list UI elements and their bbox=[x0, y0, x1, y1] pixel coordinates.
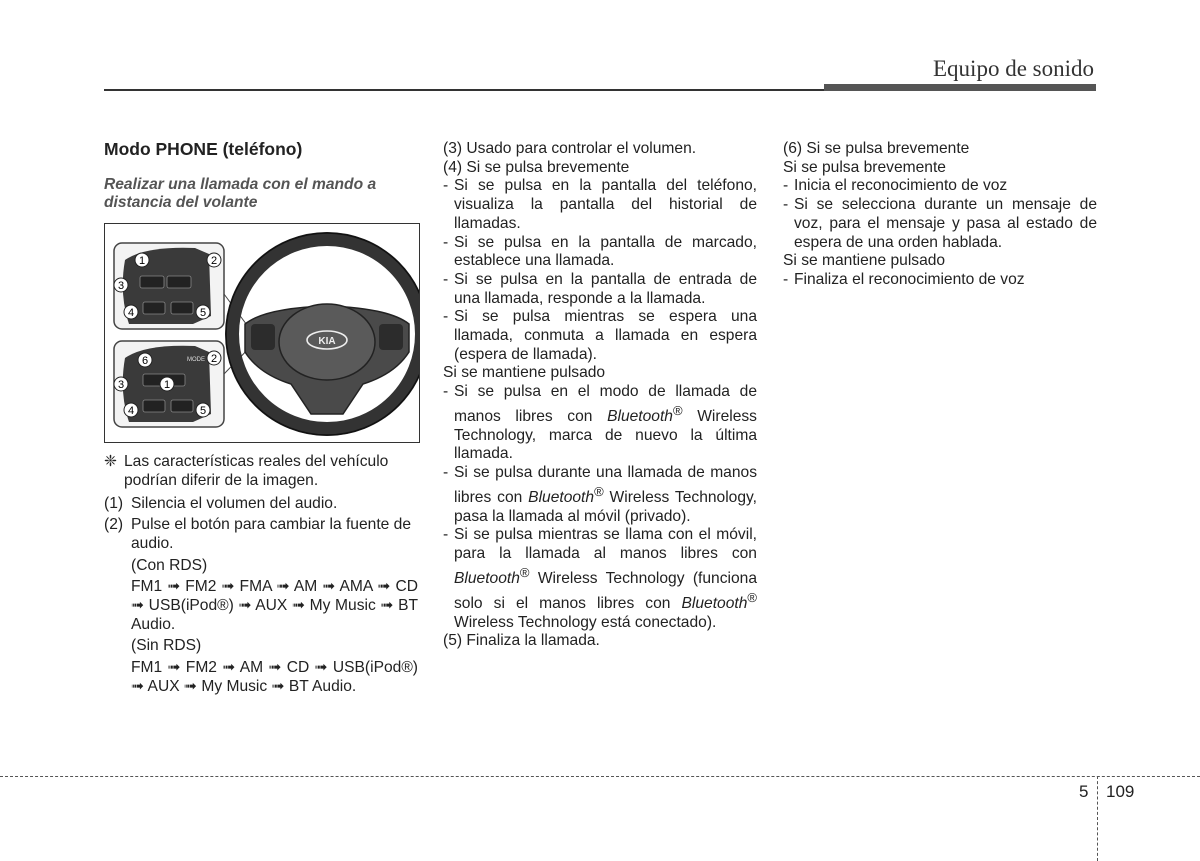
page-number: 109 bbox=[1106, 782, 1135, 801]
list-item: - Si se pulsa mientras se llama con el móvil, para la llamada al manos libres con Bluetooth® Wireless Technology (funciona solo si el manos libres con Bluetooth® Wireless Technology está conectado). bbox=[443, 526, 757, 631]
list-item: - Finaliza el reconocimiento de voz bbox=[783, 270, 1025, 288]
list-item: - Si se pulsa durante una llamada de manos libres con Bluetooth® Wireless Technology, pasa la llamada al móvil (privado). bbox=[443, 464, 757, 525]
note-text: Las características reales del vehículo podrían diferir de la imagen. bbox=[124, 453, 389, 489]
section-title: Modo PHONE (teléfono) bbox=[104, 139, 303, 159]
list-item: - Si se pulsa en el modo de llamada de manos libres con Bluetooth® Wireless Technology, marca de nuevo la última llamada. bbox=[443, 383, 757, 463]
page-header-title: Equipo de sonido bbox=[933, 56, 1094, 81]
steering-wheel-figure bbox=[104, 223, 420, 443]
svg-text:5: 5 bbox=[199, 307, 207, 320]
short-press-label: Si se pulsa brevemente bbox=[783, 158, 946, 176]
column-3 bbox=[783, 140, 1097, 290]
held-label: Si se mantiene pulsado bbox=[783, 252, 946, 270]
svg-text:4: 4 bbox=[127, 307, 135, 320]
chapter-number: 5 bbox=[1079, 782, 1089, 801]
footer-divider bbox=[0, 776, 1200, 777]
svg-text:2: 2 bbox=[210, 353, 218, 366]
list-item: - Inicia el reconocimiento de voz bbox=[783, 177, 1008, 195]
svg-text:3: 3 bbox=[117, 379, 125, 392]
list-item: - Si se pulsa mientras se espera una llamada, conmuta a llamada en espera (espera de llamada). bbox=[443, 308, 757, 363]
svg-text:KIA: KIA bbox=[318, 336, 336, 348]
item-3: (3) Usado para controlar el volumen. bbox=[443, 140, 697, 157]
header-rule bbox=[104, 89, 824, 91]
rds-label: (Con RDS) bbox=[131, 556, 208, 574]
svg-text:1: 1 bbox=[163, 379, 171, 392]
nords-sequence: FM1 ➟ FM2 ➟ AM ➟ CD ➟ USB(iPod®) ➟ AUX ➟ My Music ➟ BT Audio. bbox=[131, 659, 418, 695]
svg-text:3: 3 bbox=[117, 280, 125, 293]
svg-text:4: 4 bbox=[127, 405, 135, 418]
note bbox=[104, 453, 418, 490]
column-1 bbox=[104, 140, 418, 700]
header-rule-accent bbox=[824, 84, 1096, 91]
list-item: (2) Pulse el botón para cambiar la fuente de audio. bbox=[104, 516, 412, 552]
nords-label: (Sin RDS) bbox=[131, 637, 202, 655]
svg-text:1: 1 bbox=[138, 255, 146, 268]
svg-text:2: 2 bbox=[210, 255, 218, 268]
steering-wheel-illustration bbox=[105, 224, 419, 442]
rds-sequence: FM1 ➟ FM2 ➟ FMA ➟ AM ➟ AMA ➟ CD ➟ USB(iPod®) ➟ AUX ➟ My Music ➟ BT Audio. bbox=[131, 578, 418, 633]
list-item: - Si se pulsa en la pantalla de marcado, establece una llamada. bbox=[443, 233, 757, 270]
list-item: - Si se selecciona durante un mensaje de voz, para el mensaje y pasa al estado de espera de una orden hablada. bbox=[783, 196, 1097, 251]
list-item: (1) Silencia el volumen del audio. bbox=[104, 494, 338, 512]
note-symbol-icon: ❈ bbox=[104, 453, 118, 471]
item-4: (4) Si se pulsa brevemente bbox=[443, 158, 630, 176]
svg-text:6: 6 bbox=[141, 355, 149, 368]
footer-vertical-divider bbox=[1097, 776, 1098, 861]
list-item: - Si se pulsa en la pantalla del teléfono, visualiza la pantalla del historial de llamadas. bbox=[443, 177, 757, 232]
item-5: (5) Finaliza la llamada. bbox=[443, 632, 600, 650]
list-item: - Si se pulsa en la pantalla de entrada de una llamada, responde a la llamada. bbox=[443, 270, 757, 307]
subsection-title: Realizar una llamada con el mando a distancia del volante bbox=[104, 175, 377, 212]
item-6: (6) Si se pulsa brevemente bbox=[783, 140, 970, 157]
svg-text:5: 5 bbox=[199, 405, 207, 418]
held-label: Si se mantiene pulsado bbox=[443, 364, 606, 382]
mode-button-label: MODE bbox=[187, 357, 205, 364]
column-2 bbox=[443, 140, 757, 651]
